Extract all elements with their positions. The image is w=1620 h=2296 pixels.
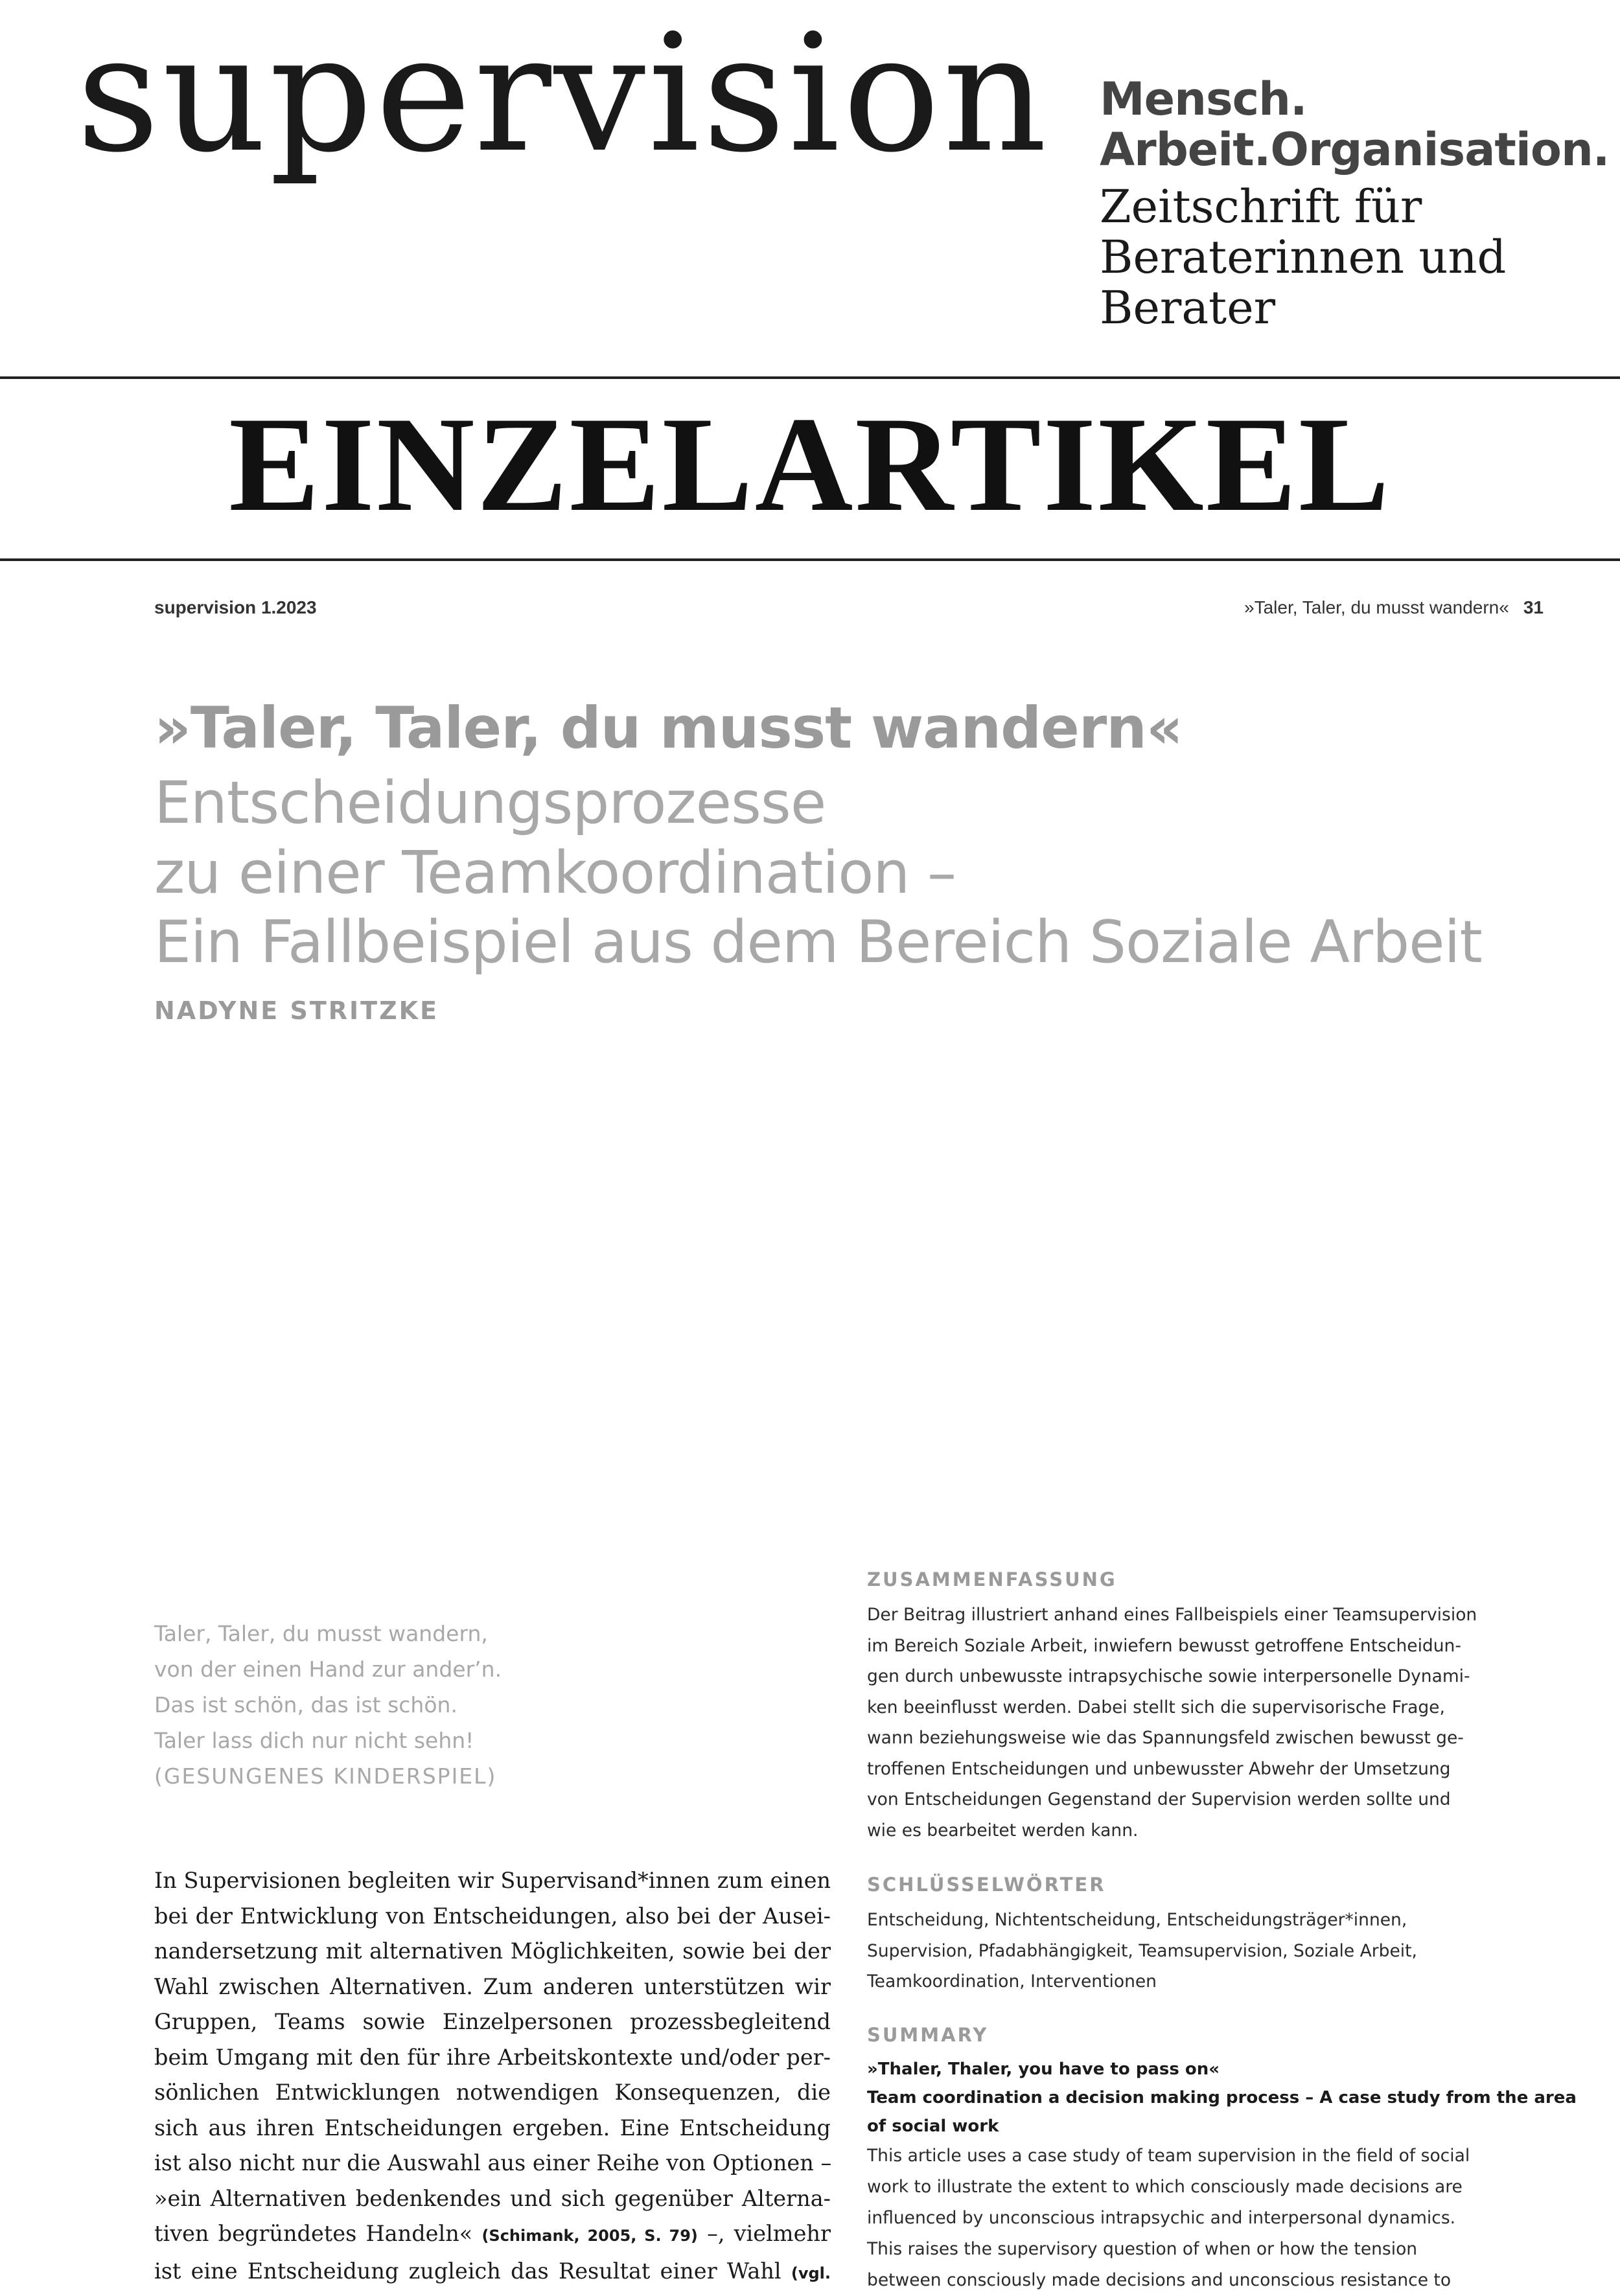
running-header-title: »Taler, Taler, du musst wandern« [1244,597,1509,617]
zusammenfassung-line: wann beziehungsweise wie das Spannungsfeld zwischen bewusst ge- [867,1728,1464,1748]
body-line: nandersetzung mit alternativen Möglichkeiten, sowie bei der [154,1938,831,1964]
zusammenfassung-line: gen durch unbewusste intrapsychische sowie interpersonelle Dynami- [867,1666,1470,1686]
zusammenfassung-line: troffenen Entscheidungen und unbewusster Abwehr der Umsetzung [867,1758,1451,1779]
keywords-line: Entscheidung, Nichtentscheidung, Entscheidungsträger*innen, [867,1910,1407,1930]
body-line: bei der Entwicklung von Entscheidungen, also bei der Ausei- [154,1903,831,1929]
epigraph-line: Taler, Taler, du musst wandern, [154,1621,488,1646]
epigraph-line: Taler lass dich nur nicht sehn! [154,1728,474,1753]
body-text [154,1863,831,2291]
body-text-fragment: tiven begründetes Handeln« [154,2221,473,2246]
body-line: ist also nicht nur die Auswahl aus einer Reihe von Optionen – [154,2150,832,2175]
schluesselwoerter-heading: SCHLÜSSELWÖRTER [867,1874,1106,1896]
running-header-right [1244,597,1544,618]
epigraph-line: von der einen Hand zur ander’n. [154,1657,502,1682]
body-line: Gruppen, Teams sowie Einzelpersonen prozessbegleitend [154,2009,831,2034]
citation: (vgl. [791,2264,831,2282]
body-line: sönlichen Entwicklungen notwendigen Konsequenzen, die [154,2080,831,2105]
bottom-divider [0,558,1620,561]
keywords-line: Supervision, Pfadabhängigkeit, Teamsupervision, Soziale Arbeit, [867,1940,1417,1961]
top-divider [0,376,1620,379]
page-number: 31 [1523,597,1544,617]
body-line: »ein Alternativen bedenkendes und sich gegenüber Alterna- [154,2185,831,2211]
masthead-subtitle-2: Beraterinnen und [1100,231,1507,284]
zusammenfassung-line: wie es bearbeitet werden kann. [867,1820,1139,1841]
summary-section [867,2024,1577,2296]
article-subtitle-line-2: zu einer Teamkoordination – [154,839,956,907]
citation: (Schimank, 2005, S. 79) [481,2227,698,2245]
summary-title [867,2055,1577,2141]
epigraph-source: (GESUNGENES KINDERSPIEL) [154,1763,497,1789]
zusammenfassung-section [867,1570,1549,1846]
banner-einzelartikel: EINZELARTIKEL [229,389,1391,540]
schluesselwoerter-text [867,1905,1549,1997]
zusammenfassung-line: ken beeinflusst werden. Dabei stellt sich die supervisorische Frage, [867,1697,1445,1717]
summary-title-line: of social work [867,2117,999,2136]
zusammenfassung-heading: ZUSAMMENFASSUNG [867,1568,1117,1590]
keywords-line: Teamkoordination, Interventionen [867,1971,1157,1992]
article-subtitle-line-3: Ein Fallbeispiel aus dem Bereich Soziale Arbeit [154,908,1482,976]
body-line: beim Umgang mit den für ihre Arbeitskontexte und/oder per- [154,2044,831,2070]
summary-line: influenced by unconscious intrapsychic and interpersonal dynamics. [867,2208,1456,2228]
masthead-title: supervision [76,0,1050,188]
summary-line: This article uses a case study of team supervision in the field of social [867,2146,1470,2166]
schluesselwoerter-section [867,1876,1549,1997]
summary-line: work to illustrate the extent to which consciously made decisions are [867,2177,1463,2197]
article-title: »Taler, Taler, du musst wandern« [154,695,1183,761]
article-author: NADYNE STRITZKE [154,996,439,1025]
body-line: In Supervisionen begleiten wir Supervisand*innen zum einen [154,1868,831,1893]
body-line: Wahl zwischen Alternativen. Zum anderen unterstützen wir [154,1973,831,1999]
summary-text [867,2141,1549,2296]
body-line [154,2254,831,2291]
body-text-fragment: ist eine Entscheidung zugleich das Resultat einer Wahl [154,2258,781,2284]
body-line: sich aus ihren Entscheidungen ergeben. Eine Entscheidung [154,2115,831,2141]
masthead-tagline-2: Arbeit.Organisation. [1100,123,1610,176]
zusammenfassung-text [867,1600,1549,1846]
masthead-subtitle-1: Zeitschrift für [1100,180,1422,233]
article-subtitle-line-1: Entscheidungsprozesse [154,769,826,837]
summary-heading: SUMMARY [867,2024,989,2046]
epigraph-line: Das ist schön, das ist schön. [154,1692,457,1717]
body-text-fragment: –, vielmehr [697,2221,831,2246]
masthead-subtitle-3: Berater [1100,281,1276,334]
summary-line: This raises the supervisory question of when or how the tension [867,2239,1418,2259]
masthead-tagline-1: Mensch. [1100,73,1307,126]
summary-title-line: »Thaler, Thaler, you have to pass on« [867,2060,1220,2079]
zusammenfassung-line: von Entscheidungen Gegenstand der Supervision werden sollte und [867,1789,1451,1809]
zusammenfassung-line: Der Beitrag illustriert anhand eines Fallbeispiels einer Teamsupervision [867,1605,1477,1625]
summary-title-line: Team coordination a decision making process – A case study from the area [867,2088,1577,2107]
zusammenfassung-line: im Bereich Soziale Arbeit, inwiefern bewusst getroffene Entscheidun- [867,1635,1461,1656]
epigraph [154,1616,802,1794]
summary-line: between consciously made decisions and unconscious resistance to [867,2270,1452,2290]
body-line [154,2216,831,2254]
running-header-left: supervision 1.2023 [154,597,317,617]
